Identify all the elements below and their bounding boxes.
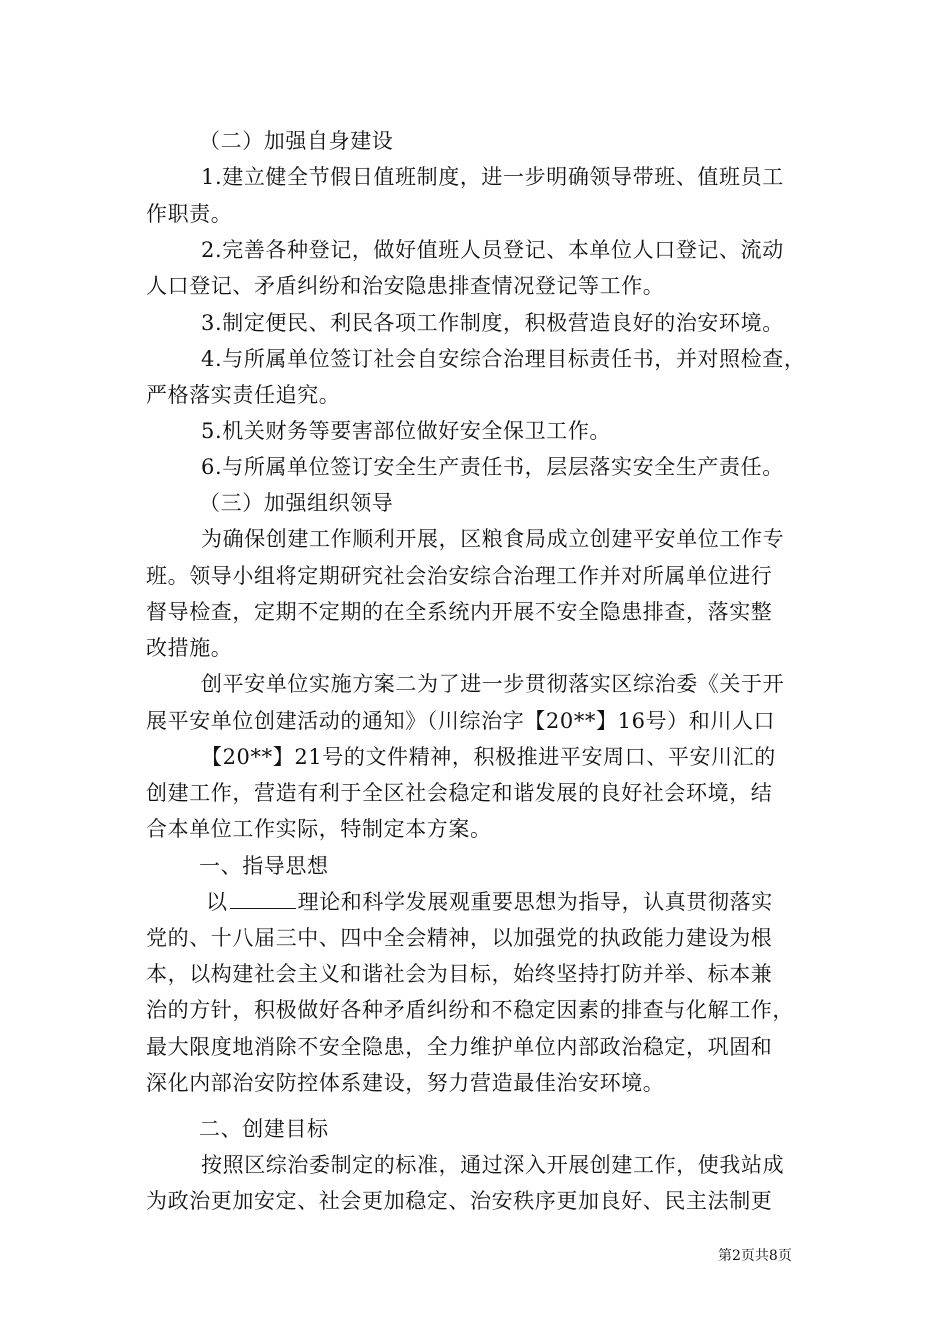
paragraph-line: 创平安单位实施方案二为了进一步贯彻落实区综治委《关于开 [201, 672, 785, 696]
paragraph-fragment: 理论和科学发展观重要思想为指导，认真贯彻落实 [297, 890, 773, 914]
paragraph-fragment: 以 [206, 890, 228, 914]
section-heading-guiding-ideology: 一、指导思想 [199, 854, 329, 878]
paragraph-line: 按照区综治委制定的标准，通过深入开展创建工作，使我站成 [201, 1153, 785, 1177]
page-number-footer: 第2页共8页 [718, 1248, 792, 1264]
paragraph-line: 5.机关财务等要害部位做好安全保卫工作。 [201, 419, 612, 443]
paragraph-line: 展平安单位创建活动的通知》（川综治字【20**】16号）和川人口 [146, 709, 776, 733]
paragraph-line: 2.完善各种登记，做好值班人员登记、本单位人口登记、流动 [201, 238, 784, 262]
paragraph-line: 治的方针，积极做好各种矛盾纠纷和不稳定因素的排查与化解工作， [146, 998, 794, 1022]
paragraph-line: 1.建立健全节假日值班制度，进一步明确领导带班、值班员工 [201, 165, 784, 189]
paragraph-line: 最大限度地消除不安全隐患，全力维护单位内部政治稳定，巩固和 [146, 1035, 773, 1059]
paragraph-line: 改措施。 [146, 636, 233, 660]
paragraph-line: 人口登记、矛盾纠纷和治安隐患排查情况登记等工作。 [146, 274, 665, 298]
paragraph-line: 作职责。 [146, 202, 233, 226]
paragraph-line: 4.与所属单位签订社会自安综合治理目标责任书，并对照检查， [201, 347, 806, 371]
paragraph-line: 督导检查，定期不定期的在全系统内开展不安全隐患排查，落实整 [146, 600, 773, 624]
paragraph-line: 6.与所属单位签订安全生产责任书，层层落实安全生产责任。 [201, 455, 784, 479]
section-heading-strengthen-leadership: （三）加强组织领导 [199, 491, 394, 515]
section-heading-creation-goals: 二、创建目标 [199, 1117, 329, 1141]
fill-in-blank [230, 886, 296, 909]
paragraph-line: 为确保创建工作顺利开展，区粮食局成立创建平安单位工作专 [201, 527, 785, 551]
paragraph-line: 3.制定便民、利民各项工作制度，积极营造良好的治安环境。 [201, 311, 784, 335]
paragraph-line: 本，以构建社会主义和谐社会为目标，始终坚持打防并举、标本兼 [146, 962, 773, 986]
paragraph-line: 班。领导小组将定期研究社会治安综合治理工作并对所属单位进行 [146, 564, 773, 588]
paragraph-line: 为政治更加安定、社会更加稳定、治安秩序更加良好、民主法制更 [146, 1189, 773, 1213]
paragraph-line: 深化内部治安防控体系建设，努力营造最佳治安环境。 [146, 1071, 665, 1095]
paragraph-line: 合本单位工作实际，特制定本方案。 [146, 817, 492, 841]
paragraph-line: 创建工作，营造有利于全区社会稳定和谐发展的良好社会环境，结 [146, 781, 773, 805]
paragraph-line: 党的、十八届三中、四中全会精神，以加强党的执政能力建设为根 [146, 926, 773, 950]
paragraph-line-with-blank [206, 883, 870, 921]
paragraph-line: 严格落实责任追究。 [146, 383, 341, 407]
paragraph-line: 【20**】21号的文件精神，积极推进平安周口、平安川汇的 [201, 745, 776, 769]
section-heading-strengthen-self-building: （二）加强自身建设 [199, 129, 394, 153]
